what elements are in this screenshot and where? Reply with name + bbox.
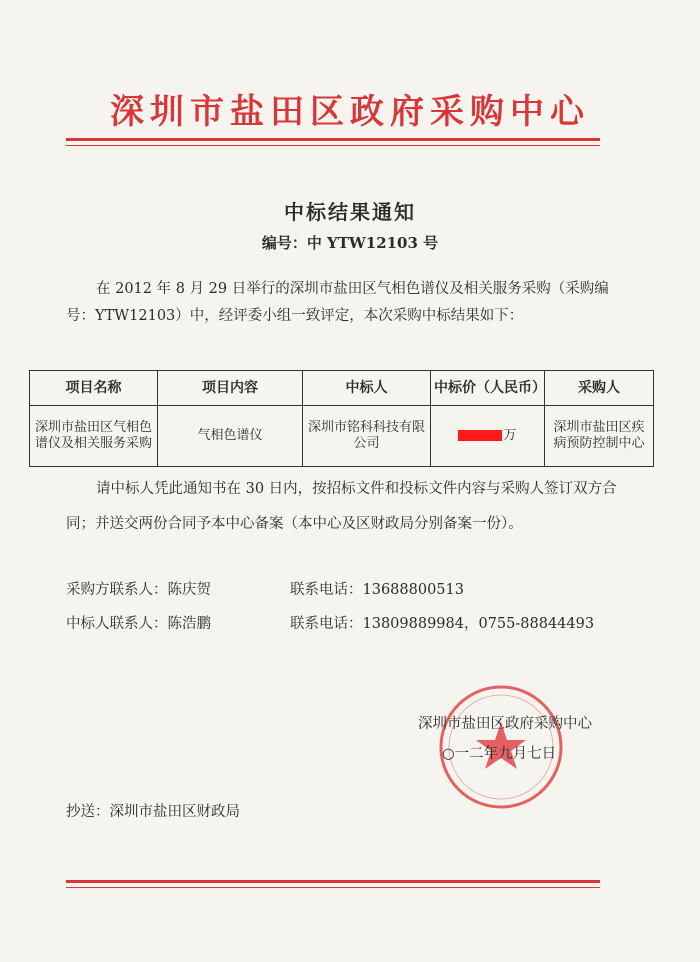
price-unit: 万 [503,428,517,443]
notice-paragraph-2: 请中标人凭此通知书在 30 日内，按招标文件和投标文件内容与采购人签订双方合同；并送交两份合同予本中心备案（本中心及区财政局分别备案一份）。 [66,481,617,532]
winner-contact-phone: 联系电话：13809889984，0755-88844493 [290,616,595,632]
notice-title: 中标结果通知 [284,200,416,224]
cell-project-name: 深圳市盐田区气相色谱仪及相关服务采购 [30,406,158,467]
winner-contact-name: 中标人联系人：陈浩鹏 [66,616,211,632]
letterhead-rule-thick [66,138,600,141]
cell-price [431,406,545,467]
letterhead-title: 深圳市盐田区政府采购中心 [110,92,590,132]
table-header-row [30,371,654,406]
footer-rule-thick [66,880,600,883]
cell-content: 气相色谱仪 [158,406,303,467]
signature-org: 深圳市盐田区政府采购中心 [418,716,592,732]
cell-winner: 深圳市铭科科技有限公司 [303,406,431,467]
cc-line: 抄送：深圳市盐田区财政局 [66,804,240,820]
header-price: 中标价（人民币） [431,371,545,406]
letterhead-rule-thin [66,145,600,146]
buyer-contact-phone: 联系电话：13688800513 [290,582,464,598]
notice-paragraph-1: 在 2012 年 8 月 29 日举行的深圳市盐田区气相色谱仪及相关服务采购（采购编号：YTW12103）中，经评委小组一致评定，本次采购中标结果如下： [66,281,609,324]
cell-purchaser: 深圳市盐田区疾病预防控制中心 [545,406,654,467]
signature-date: ○一二年九月七日 [442,746,557,762]
table-row [30,406,654,467]
notice-number: 编号：中 YTW12103 号 [261,234,439,252]
buyer-contact-name: 采购方联系人：陈庆贺 [66,582,211,598]
result-table [29,370,654,467]
footer-rule-thin [66,887,600,888]
header-purchaser: 采购人 [545,371,654,406]
redaction-bar [458,430,502,441]
header-project-content: 项目内容 [158,371,303,406]
header-project-name: 项目名称 [30,371,158,406]
header-winner: 中标人 [303,371,431,406]
